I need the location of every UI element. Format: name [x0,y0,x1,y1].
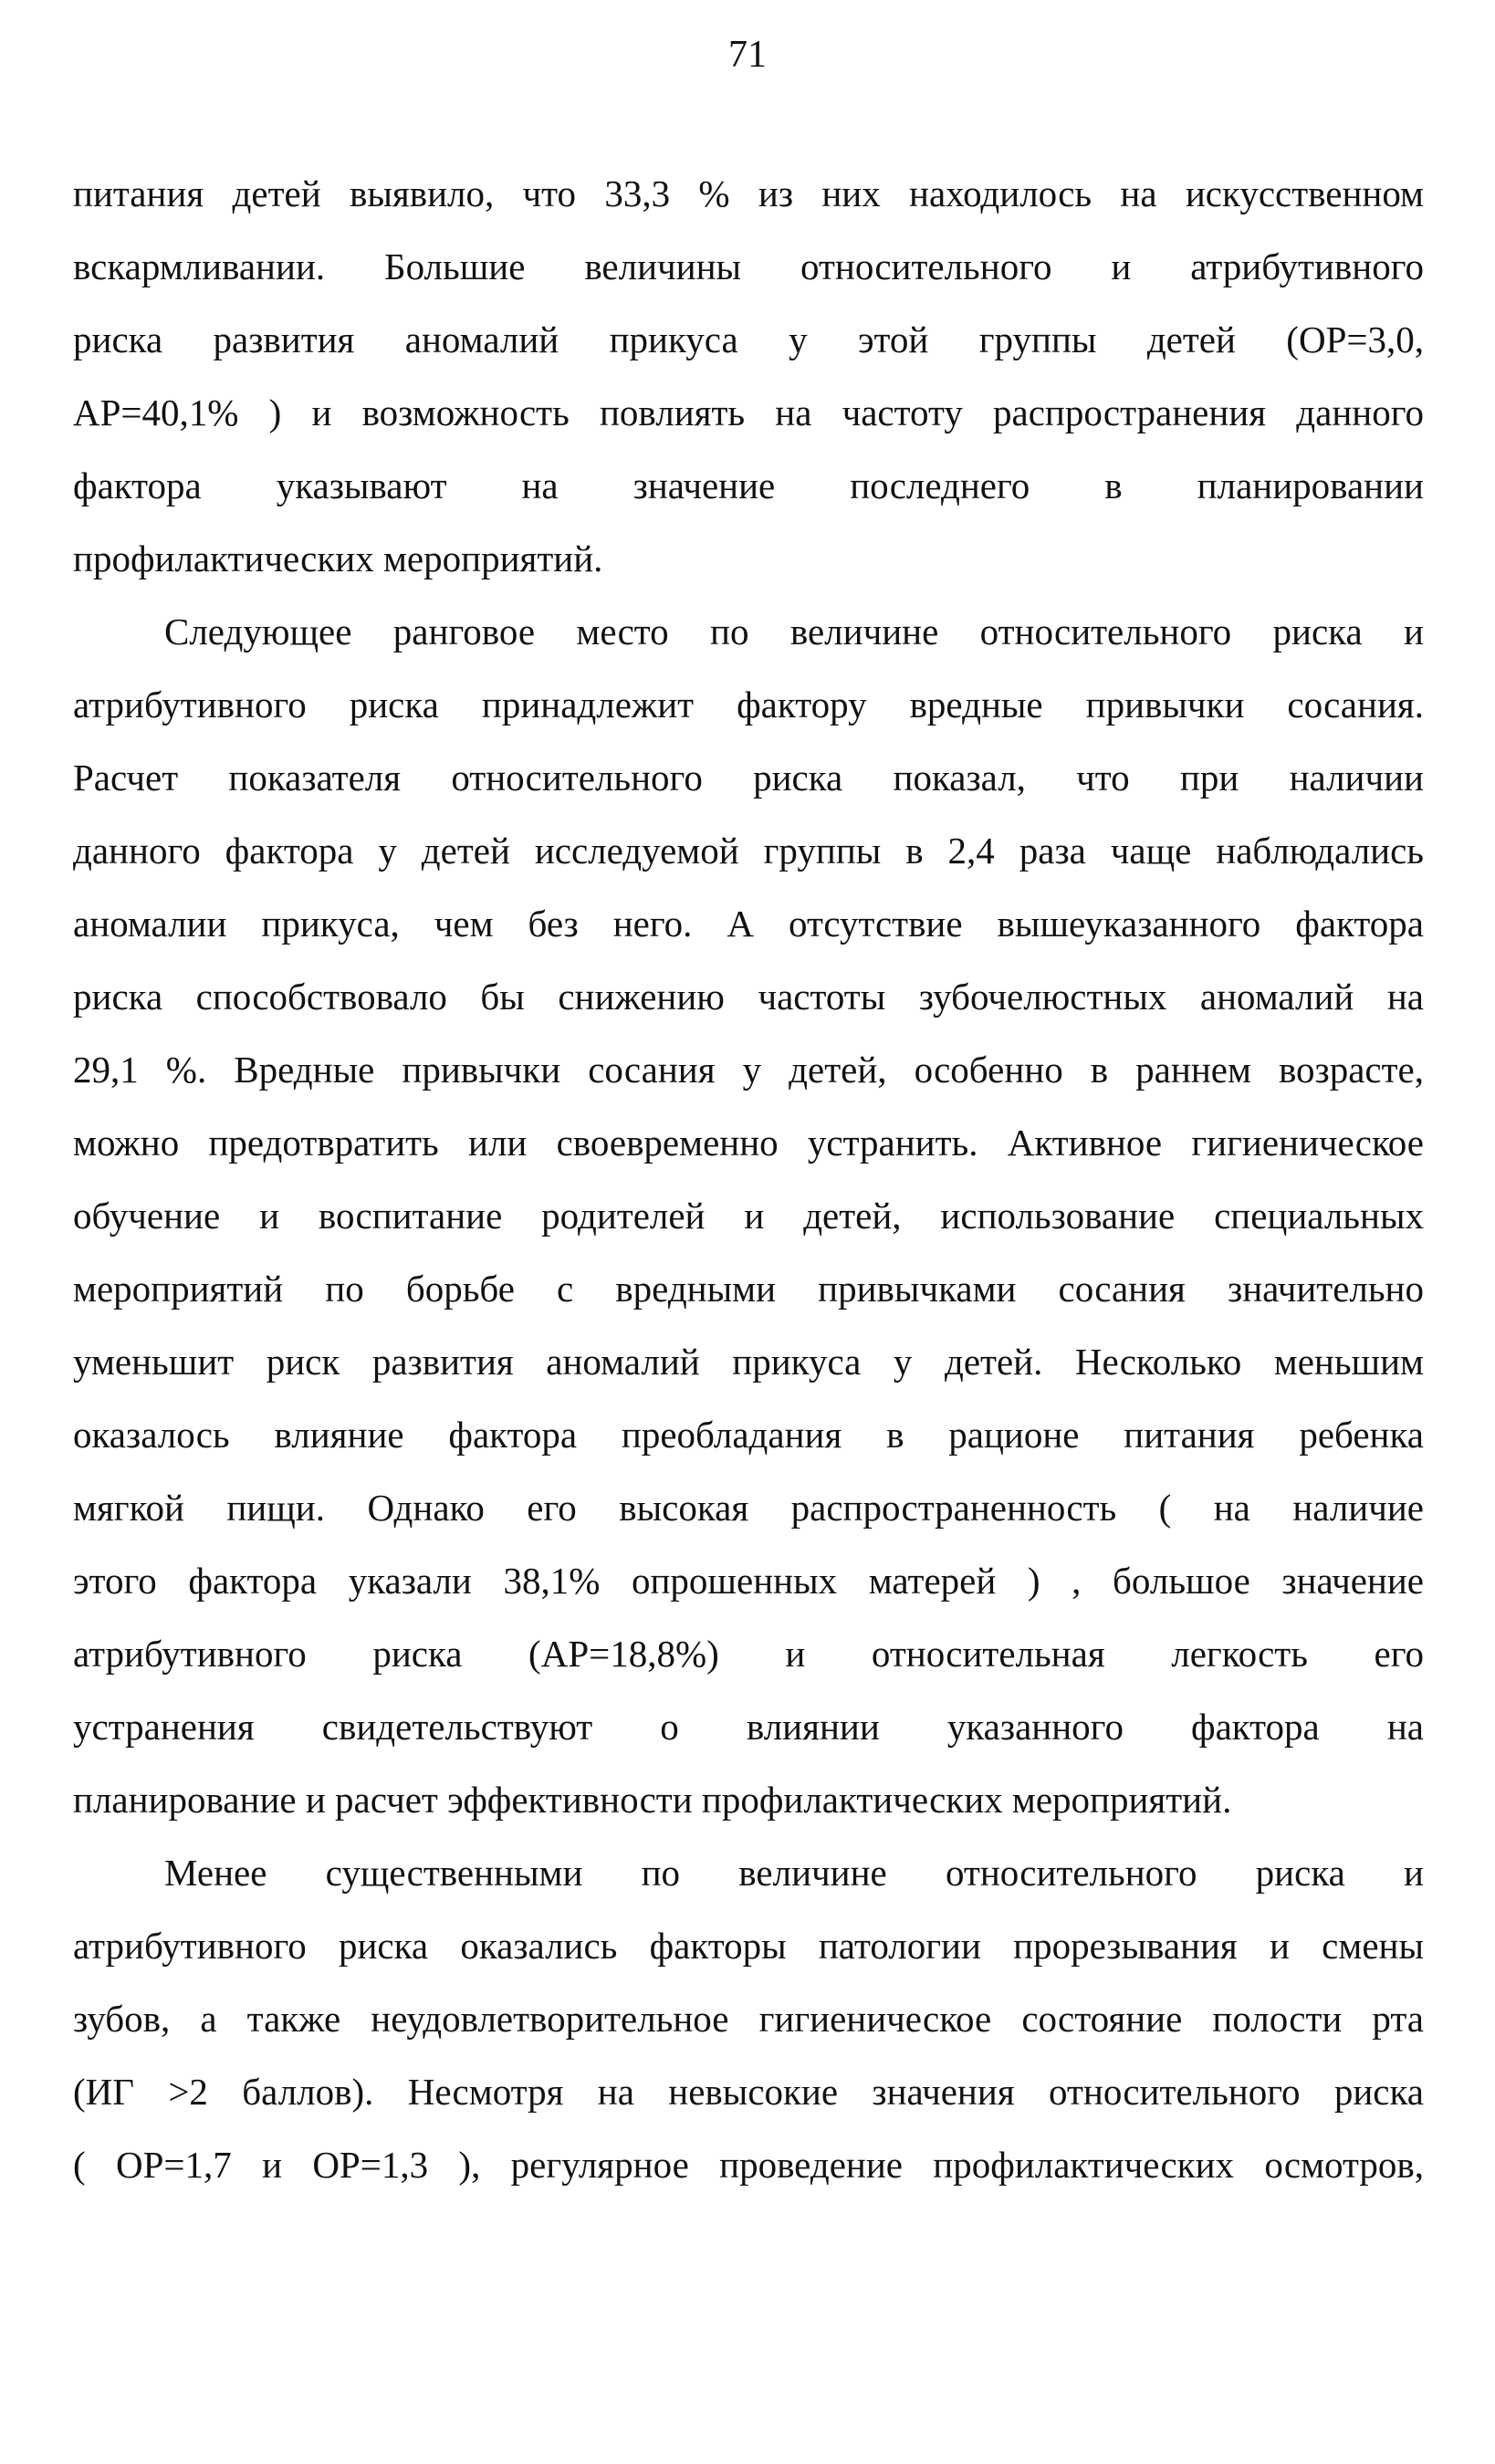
text-line: Расчет показателя относительного риска показал, что при наличии [73,757,1424,799]
text-line: устранения свидетельствуют о влиянии указанного фактора на [73,1706,1424,1748]
text-line: фактора указывают на значение последнего в планировании [73,465,1424,506]
text-line: обучение и воспитание родителей и детей, использование специальных [73,1195,1424,1237]
text-line: профилактических мероприятий. [73,538,603,579]
text-line: АР=40,1% ) и возможность повлиять на частоту распространения данного [73,392,1424,433]
text-line: зубов, а также неудовлетворительное гигиеническое состояние полости рта [73,1998,1424,2040]
text-line: этого фактора указали 38,1% опрошенных матерей ) , большое значение [73,1560,1424,1602]
text-line: можно предотвратить или своевременно устранить. Активное гигиеническое [73,1122,1424,1164]
text-line: данного фактора у детей исследуемой группы в 2,4 раза чаще наблюдались [73,830,1424,872]
text-line: мягкой пищи. Однако его высокая распространенность ( на наличие [73,1487,1424,1529]
text-line: аномалии прикуса, чем без него. А отсутствие вышеуказанного фактора [73,903,1424,945]
text-line: питания детей выявило, что 33,3 % из них находилось на искусственном [73,172,1424,214]
text-line: планирование и расчет эффективности профилактических мероприятий. [73,1779,1232,1821]
text-line: оказалось влияние фактора преобладания в рационе питания ребенка [73,1414,1424,1456]
text-line: атрибутивного риска оказались факторы патологии прорезывания и смены [73,1925,1424,1967]
text-line: Менее существенными по величине относительного риска и [164,1852,1424,1894]
text-line: Следующее ранговое место по величине относительного риска и [164,611,1424,653]
text-line: (ИГ >2 баллов). Несмотря на невысокие значения относительного риска [73,2071,1424,2113]
page-number: 71 [728,34,767,76]
text-line: риска способствовало бы снижению частоты зубочелюстных аномалий на [73,976,1424,1018]
text-line: атрибутивного риска принадлежит фактору вредные привычки сосания. [73,684,1424,726]
text-line: риска развития аномалий прикуса у этой группы детей (ОР=3,0, [73,318,1424,360]
text-line: атрибутивного риска (АР=18,8%) и относительная легкость его [73,1633,1424,1675]
text-line: ( ОР=1,7 и ОР=1,3 ), регулярное проведение профилактических осмотров, [73,2144,1424,2186]
text-line: мероприятий по борьбе с вредными привычками сосания значительно [73,1268,1424,1310]
text-line: вскармливании. Большие величины относительного и атрибутивного [73,245,1424,287]
text-line: 29,1 %. Вредные привычки сосания у детей, особенно в раннем возрасте, [73,1049,1424,1091]
text-line: уменьшит риск развития аномалий прикуса у детей. Несколько меньшим [73,1341,1424,1383]
